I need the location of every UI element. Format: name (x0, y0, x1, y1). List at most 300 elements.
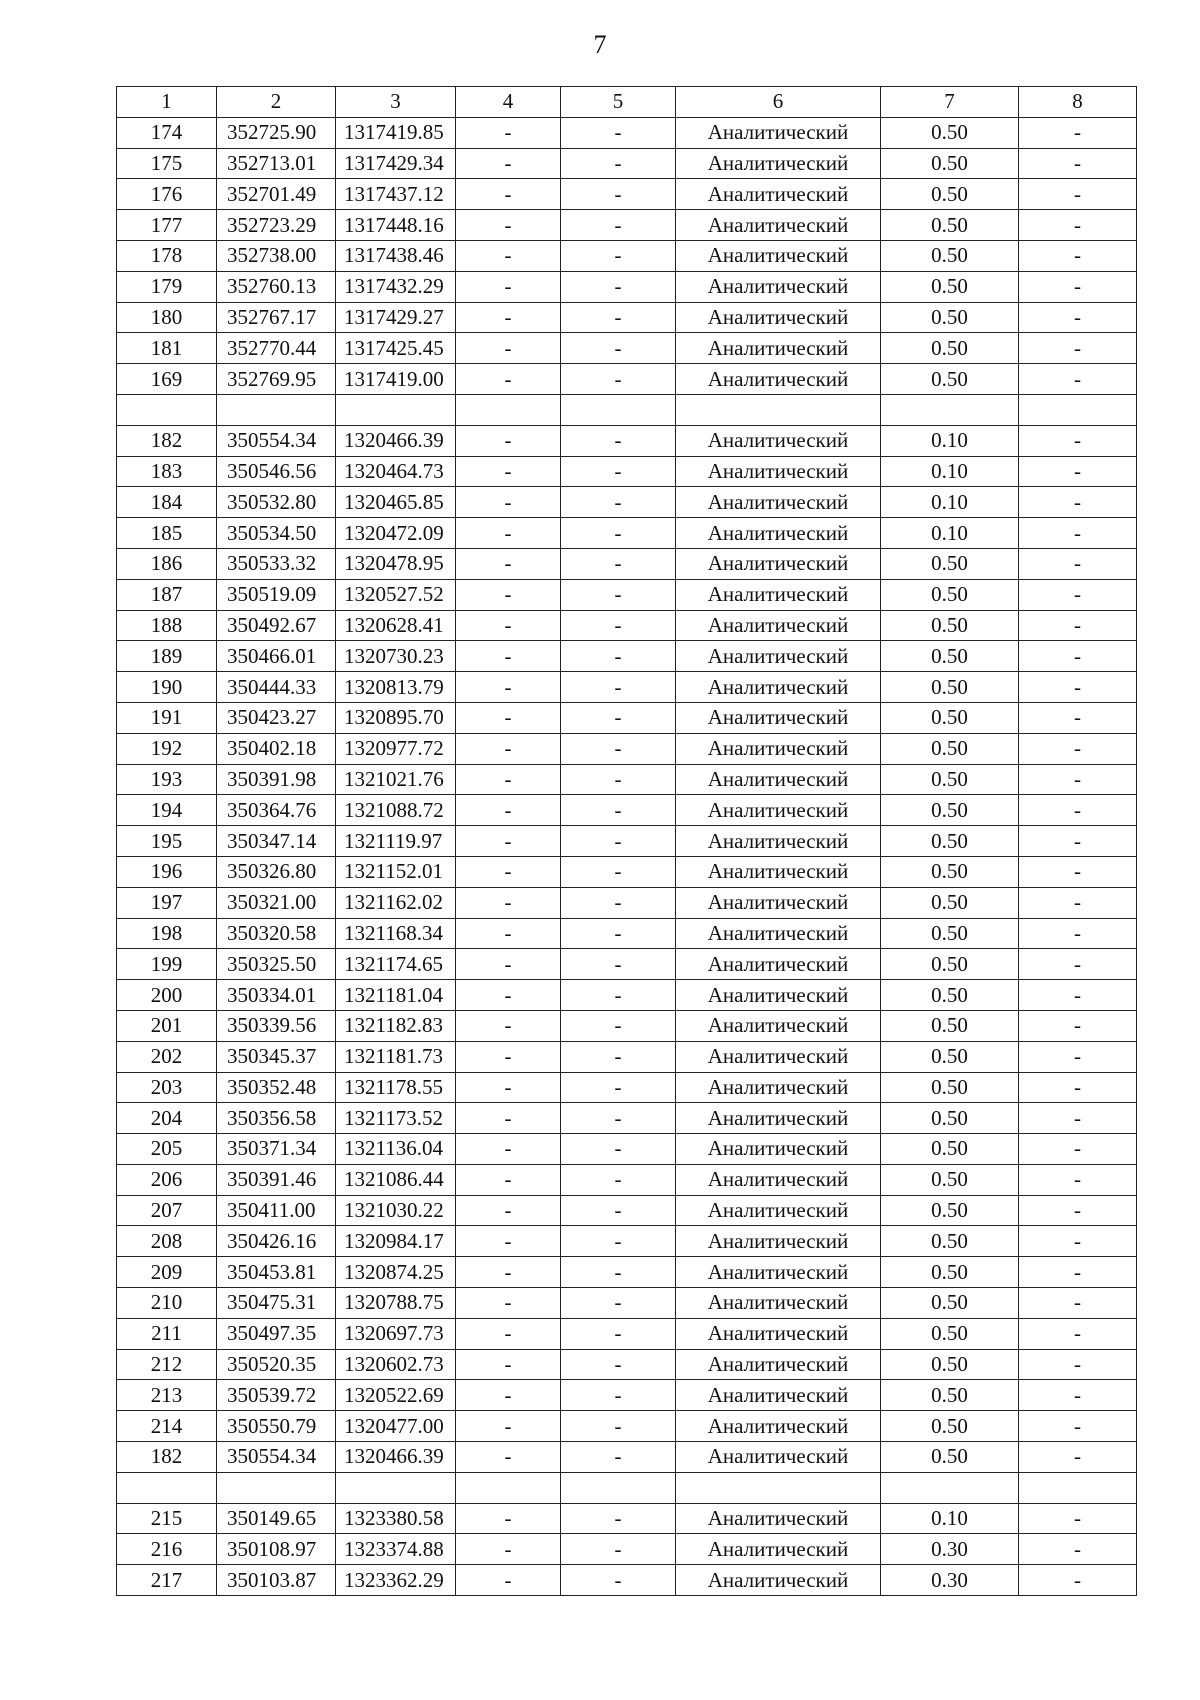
cell-col-4: - (456, 702, 561, 733)
cell-accuracy: 0.50 (881, 1257, 1019, 1288)
cell-col-4: - (456, 518, 561, 549)
cell-col-8: - (1019, 179, 1137, 210)
table-row (117, 826, 1137, 857)
cell-accuracy: 0.50 (881, 764, 1019, 795)
cell-method: Аналитический (676, 764, 881, 795)
cell-col-4: - (456, 1411, 561, 1442)
table-row (117, 980, 1137, 1011)
cell-coord-y: 1321181.04 (336, 980, 456, 1011)
cell-accuracy: 0.50 (881, 333, 1019, 364)
cell-point-number: 185 (117, 518, 217, 549)
table-row (117, 672, 1137, 703)
cell-point-number: 216 (117, 1534, 217, 1565)
table-row (117, 795, 1137, 826)
cell-method: Аналитический (676, 918, 881, 949)
cell-method: Аналитический (676, 1195, 881, 1226)
cell-col-5: - (561, 425, 676, 456)
table-row (117, 702, 1137, 733)
cell-accuracy: 0.10 (881, 487, 1019, 518)
cell-col-5: - (561, 1134, 676, 1165)
cell-method: Аналитический (676, 672, 881, 703)
cell-coord-x: 350334.01 (217, 980, 336, 1011)
table-body (117, 87, 1137, 1596)
cell-col-8: - (1019, 1195, 1137, 1226)
cell-col-8: - (1019, 148, 1137, 179)
cell-method: Аналитический (676, 302, 881, 333)
cell-col-8: - (1019, 1134, 1137, 1165)
cell-point-number: 177 (117, 210, 217, 241)
cell-point-number: 207 (117, 1195, 217, 1226)
cell-col-8: - (1019, 210, 1137, 241)
cell-point-number: 205 (117, 1134, 217, 1165)
cell-accuracy: 0.50 (881, 980, 1019, 1011)
cell-point-number: 188 (117, 610, 217, 641)
cell-method: Аналитический (676, 1380, 881, 1411)
cell-coord-y: 1321136.04 (336, 1134, 456, 1165)
table-row (117, 1318, 1137, 1349)
cell-col-4: - (456, 1010, 561, 1041)
cell-point-number: 208 (117, 1226, 217, 1257)
cell-method: Аналитический (676, 271, 881, 302)
cell-col-4: - (456, 364, 561, 395)
cell-col-4: - (456, 1164, 561, 1195)
cell-method: Аналитический (676, 240, 881, 271)
cell-coord-y: 1323380.58 (336, 1503, 456, 1534)
table-row (117, 1411, 1137, 1442)
cell-col-4: - (456, 1565, 561, 1596)
cell-col-4: - (456, 641, 561, 672)
cell-col-5: - (561, 210, 676, 241)
cell-col-8: - (1019, 949, 1137, 980)
cell-col-4: - (456, 456, 561, 487)
table-row (117, 548, 1137, 579)
cell-point-number: 200 (117, 980, 217, 1011)
cell-coord-y: 1320522.69 (336, 1380, 456, 1411)
cell-coord-x: 352767.17 (217, 302, 336, 333)
cell-point-number: 175 (117, 148, 217, 179)
cell-accuracy: 0.50 (881, 949, 1019, 980)
cell-col-4: - (456, 672, 561, 703)
cell-point-number (117, 1472, 217, 1503)
header-cell-point-number: 1 (117, 87, 217, 118)
cell-coord-y: 1317419.00 (336, 364, 456, 395)
cell-col-5: - (561, 364, 676, 395)
cell-point-number: 204 (117, 1103, 217, 1134)
cell-coord-y: 1317419.85 (336, 117, 456, 148)
cell-col-4: - (456, 425, 561, 456)
cell-col-4: - (456, 1195, 561, 1226)
cell-method: Аналитический (676, 210, 881, 241)
cell-coord-y: 1320465.85 (336, 487, 456, 518)
cell-col-4: - (456, 1288, 561, 1319)
cell-accuracy: 0.50 (881, 1411, 1019, 1442)
cell-col-5: - (561, 1041, 676, 1072)
cell-accuracy: 0.50 (881, 1134, 1019, 1165)
table-row (117, 1534, 1137, 1565)
cell-coord-x: 350492.67 (217, 610, 336, 641)
cell-col-5: - (561, 641, 676, 672)
cell-col-8: - (1019, 456, 1137, 487)
cell-accuracy: 0.50 (881, 117, 1019, 148)
cell-coord-y: 1320466.39 (336, 425, 456, 456)
cell-accuracy: 0.50 (881, 271, 1019, 302)
cell-point-number: 203 (117, 1072, 217, 1103)
table-row (117, 148, 1137, 179)
cell-accuracy: 0.10 (881, 518, 1019, 549)
cell-col-8: - (1019, 240, 1137, 271)
cell-coord-x: 350320.58 (217, 918, 336, 949)
cell-col-5: - (561, 1010, 676, 1041)
cell-coord-x: 350108.97 (217, 1534, 336, 1565)
cell-coord-x (217, 394, 336, 425)
table-row (117, 456, 1137, 487)
table-row (117, 394, 1137, 425)
table-row (117, 1103, 1137, 1134)
header-cell-col-5: 5 (561, 87, 676, 118)
cell-col-5: - (561, 856, 676, 887)
cell-col-8: - (1019, 826, 1137, 857)
header-cell-coord-x: 2 (217, 87, 336, 118)
cell-method: Аналитический (676, 1411, 881, 1442)
cell-col-8: - (1019, 548, 1137, 579)
table-row (117, 1195, 1137, 1226)
table-row (117, 856, 1137, 887)
cell-col-5: - (561, 1503, 676, 1534)
cell-method: Аналитический (676, 826, 881, 857)
cell-col-8: - (1019, 117, 1137, 148)
cell-col-8: - (1019, 1103, 1137, 1134)
cell-col-4: - (456, 210, 561, 241)
cell-accuracy: 0.50 (881, 1288, 1019, 1319)
cell-col-5: - (561, 949, 676, 980)
cell-coord-y: 1323362.29 (336, 1565, 456, 1596)
cell-point-number: 212 (117, 1349, 217, 1380)
cell-col-4: - (456, 1503, 561, 1534)
cell-point-number: 214 (117, 1411, 217, 1442)
cell-accuracy: 0.50 (881, 148, 1019, 179)
cell-coord-y: 1321178.55 (336, 1072, 456, 1103)
cell-method: Аналитический (676, 1288, 881, 1319)
cell-coord-x: 350533.32 (217, 548, 336, 579)
cell-coord-x: 350325.50 (217, 949, 336, 980)
cell-col-4: - (456, 764, 561, 795)
cell-coord-x: 350519.09 (217, 579, 336, 610)
cell-method: Аналитический (676, 364, 881, 395)
cell-col-5: - (561, 980, 676, 1011)
cell-col-4: - (456, 333, 561, 364)
cell-method: Аналитический (676, 1318, 881, 1349)
cell-col-8: - (1019, 1226, 1137, 1257)
cell-coord-y: 1320628.41 (336, 610, 456, 641)
table-row (117, 179, 1137, 210)
cell-point-number (117, 394, 217, 425)
cell-point-number: 201 (117, 1010, 217, 1041)
cell-coord-x: 352713.01 (217, 148, 336, 179)
cell-method: Аналитический (676, 610, 881, 641)
cell-col-4 (456, 1472, 561, 1503)
cell-col-8: - (1019, 856, 1137, 887)
cell-point-number: 191 (117, 702, 217, 733)
cell-col-5: - (561, 117, 676, 148)
page-number: 7 (593, 30, 607, 59)
cell-method: Аналитический (676, 579, 881, 610)
cell-col-4: - (456, 1072, 561, 1103)
table-row (117, 887, 1137, 918)
cell-col-5: - (561, 518, 676, 549)
cell-col-5: - (561, 918, 676, 949)
cell-col-5: - (561, 548, 676, 579)
cell-col-4: - (456, 980, 561, 1011)
cell-point-number: 178 (117, 240, 217, 271)
cell-method: Аналитический (676, 1442, 881, 1473)
cell-coord-y: 1321173.52 (336, 1103, 456, 1134)
header-row (117, 87, 1137, 118)
table-row (117, 949, 1137, 980)
cell-col-5: - (561, 733, 676, 764)
cell-coord-x: 350364.76 (217, 795, 336, 826)
cell-accuracy: 0.50 (881, 210, 1019, 241)
cell-method: Аналитический (676, 702, 881, 733)
cell-coord-x: 350345.37 (217, 1041, 336, 1072)
cell-method: Аналитический (676, 425, 881, 456)
cell-method: Аналитический (676, 179, 881, 210)
cell-col-4: - (456, 826, 561, 857)
cell-coord-x: 350426.16 (217, 1226, 336, 1257)
cell-col-5: - (561, 1257, 676, 1288)
cell-col-4: - (456, 117, 561, 148)
table-row (117, 641, 1137, 672)
cell-col-5: - (561, 240, 676, 271)
cell-col-8: - (1019, 271, 1137, 302)
cell-point-number: 189 (117, 641, 217, 672)
cell-method: Аналитический (676, 1534, 881, 1565)
cell-point-number: 169 (117, 364, 217, 395)
table-row (117, 518, 1137, 549)
cell-coord-y: 1321162.02 (336, 887, 456, 918)
cell-method: Аналитический (676, 1072, 881, 1103)
cell-accuracy: 0.50 (881, 1072, 1019, 1103)
table-row (117, 1072, 1137, 1103)
cell-col-5: - (561, 1164, 676, 1195)
table-row (117, 1134, 1137, 1165)
table-row (117, 425, 1137, 456)
cell-coord-y: 1321168.34 (336, 918, 456, 949)
cell-coord-x: 352770.44 (217, 333, 336, 364)
table-row (117, 610, 1137, 641)
cell-coord-x: 352723.29 (217, 210, 336, 241)
cell-coord-x: 350550.79 (217, 1411, 336, 1442)
cell-col-8: - (1019, 1318, 1137, 1349)
cell-col-5: - (561, 1411, 676, 1442)
cell-coord-x: 350444.33 (217, 672, 336, 703)
cell-coord-y: 1321030.22 (336, 1195, 456, 1226)
table-row (117, 579, 1137, 610)
cell-col-5: - (561, 1442, 676, 1473)
cell-accuracy: 0.50 (881, 1041, 1019, 1072)
table-row (117, 1164, 1137, 1195)
cell-method: Аналитический (676, 1103, 881, 1134)
cell-point-number: 174 (117, 117, 217, 148)
cell-col-4: - (456, 1134, 561, 1165)
cell-col-8: - (1019, 610, 1137, 641)
cell-method: Аналитический (676, 1226, 881, 1257)
cell-coord-x: 350411.00 (217, 1195, 336, 1226)
cell-col-4: - (456, 1442, 561, 1473)
cell-col-5: - (561, 179, 676, 210)
cell-method: Аналитический (676, 887, 881, 918)
cell-coord-y: 1321152.01 (336, 856, 456, 887)
cell-accuracy: 0.50 (881, 610, 1019, 641)
table-row (117, 1472, 1137, 1503)
header-cell-method: 6 (676, 87, 881, 118)
cell-point-number: 199 (117, 949, 217, 980)
cell-accuracy: 0.50 (881, 826, 1019, 857)
cell-col-4: - (456, 856, 561, 887)
cell-accuracy: 0.50 (881, 179, 1019, 210)
cell-col-5 (561, 1472, 676, 1503)
cell-col-4: - (456, 733, 561, 764)
cell-coord-x: 352769.95 (217, 364, 336, 395)
cell-col-4: - (456, 610, 561, 641)
cell-coord-y: 1317437.12 (336, 179, 456, 210)
cell-col-4: - (456, 1103, 561, 1134)
cell-method: Аналитический (676, 733, 881, 764)
cell-coord-x: 350539.72 (217, 1380, 336, 1411)
cell-col-4: - (456, 1257, 561, 1288)
cell-col-4 (456, 394, 561, 425)
cell-coord-y: 1320788.75 (336, 1288, 456, 1319)
cell-accuracy: 0.50 (881, 856, 1019, 887)
cell-method (676, 394, 881, 425)
cell-coord-x: 350497.35 (217, 1318, 336, 1349)
cell-coord-y: 1320472.09 (336, 518, 456, 549)
cell-method: Аналитический (676, 641, 881, 672)
table-row (117, 1226, 1137, 1257)
cell-col-5: - (561, 1195, 676, 1226)
table-row (117, 1565, 1137, 1596)
cell-accuracy: 0.50 (881, 918, 1019, 949)
cell-accuracy: 0.50 (881, 1164, 1019, 1195)
header-cell-col-8: 8 (1019, 87, 1137, 118)
table-row (117, 733, 1137, 764)
cell-col-8: - (1019, 1442, 1137, 1473)
cell-method: Аналитический (676, 949, 881, 980)
table-row (117, 918, 1137, 949)
cell-point-number: 186 (117, 548, 217, 579)
cell-method: Аналитический (676, 487, 881, 518)
cell-coord-y: 1317432.29 (336, 271, 456, 302)
cell-coord-x: 350149.65 (217, 1503, 336, 1534)
cell-method: Аналитический (676, 1503, 881, 1534)
cell-coord-x: 350554.34 (217, 1442, 336, 1473)
cell-col-4: - (456, 887, 561, 918)
cell-col-5: - (561, 1349, 676, 1380)
cell-method: Аналитический (676, 1349, 881, 1380)
cell-point-number: 198 (117, 918, 217, 949)
cell-coord-y: 1323374.88 (336, 1534, 456, 1565)
cell-col-8: - (1019, 1164, 1137, 1195)
cell-point-number: 193 (117, 764, 217, 795)
cell-col-4: - (456, 579, 561, 610)
cell-method: Аналитический (676, 1134, 881, 1165)
cell-method: Аналитический (676, 856, 881, 887)
cell-accuracy (881, 394, 1019, 425)
cell-col-5: - (561, 702, 676, 733)
cell-col-4: - (456, 949, 561, 980)
cell-coord-x: 350339.56 (217, 1010, 336, 1041)
cell-col-8: - (1019, 641, 1137, 672)
cell-method: Аналитический (676, 148, 881, 179)
cell-col-8: - (1019, 1257, 1137, 1288)
cell-coord-x: 350554.34 (217, 425, 336, 456)
cell-point-number: 182 (117, 1442, 217, 1473)
cell-coord-y: 1321119.97 (336, 826, 456, 857)
cell-col-8: - (1019, 1288, 1137, 1319)
cell-point-number: 190 (117, 672, 217, 703)
cell-coord-x: 350534.50 (217, 518, 336, 549)
cell-col-8: - (1019, 918, 1137, 949)
cell-col-8: - (1019, 1349, 1137, 1380)
cell-col-4: - (456, 1534, 561, 1565)
cell-accuracy: 0.50 (881, 641, 1019, 672)
cell-method: Аналитический (676, 1010, 881, 1041)
cell-col-8: - (1019, 1041, 1137, 1072)
table-row (117, 1257, 1137, 1288)
cell-col-4: - (456, 548, 561, 579)
cell-method (676, 1472, 881, 1503)
cell-accuracy: 0.50 (881, 1010, 1019, 1041)
cell-accuracy: 0.50 (881, 795, 1019, 826)
cell-col-8: - (1019, 1565, 1137, 1596)
cell-coord-x: 350546.56 (217, 456, 336, 487)
table-row (117, 240, 1137, 271)
cell-point-number: 215 (117, 1503, 217, 1534)
cell-coord-x: 350356.58 (217, 1103, 336, 1134)
cell-point-number: 196 (117, 856, 217, 887)
cell-col-4: - (456, 1226, 561, 1257)
cell-col-8: - (1019, 1411, 1137, 1442)
cell-col-5: - (561, 795, 676, 826)
cell-col-8: - (1019, 795, 1137, 826)
cell-col-5: - (561, 1534, 676, 1565)
table-row (117, 764, 1137, 795)
cell-coord-y: 1320697.73 (336, 1318, 456, 1349)
cell-col-5: - (561, 764, 676, 795)
cell-col-5: - (561, 1380, 676, 1411)
cell-col-5: - (561, 887, 676, 918)
cell-coord-y: 1320874.25 (336, 1257, 456, 1288)
cell-point-number: 182 (117, 425, 217, 456)
table-row (117, 1041, 1137, 1072)
cell-accuracy: 0.30 (881, 1534, 1019, 1565)
cell-point-number: 210 (117, 1288, 217, 1319)
cell-coord-x: 350475.31 (217, 1288, 336, 1319)
cell-point-number: 181 (117, 333, 217, 364)
cell-col-5: - (561, 672, 676, 703)
cell-col-8: - (1019, 1534, 1137, 1565)
cell-point-number: 213 (117, 1380, 217, 1411)
cell-col-4: - (456, 1349, 561, 1380)
cell-point-number: 202 (117, 1041, 217, 1072)
cell-col-5: - (561, 1226, 676, 1257)
cell-method: Аналитический (676, 333, 881, 364)
cell-coord-y: 1320730.23 (336, 641, 456, 672)
cell-col-4: - (456, 271, 561, 302)
cell-col-5: - (561, 1318, 676, 1349)
cell-coord-x: 352725.90 (217, 117, 336, 148)
cell-coord-y: 1320895.70 (336, 702, 456, 733)
cell-col-5: - (561, 1072, 676, 1103)
